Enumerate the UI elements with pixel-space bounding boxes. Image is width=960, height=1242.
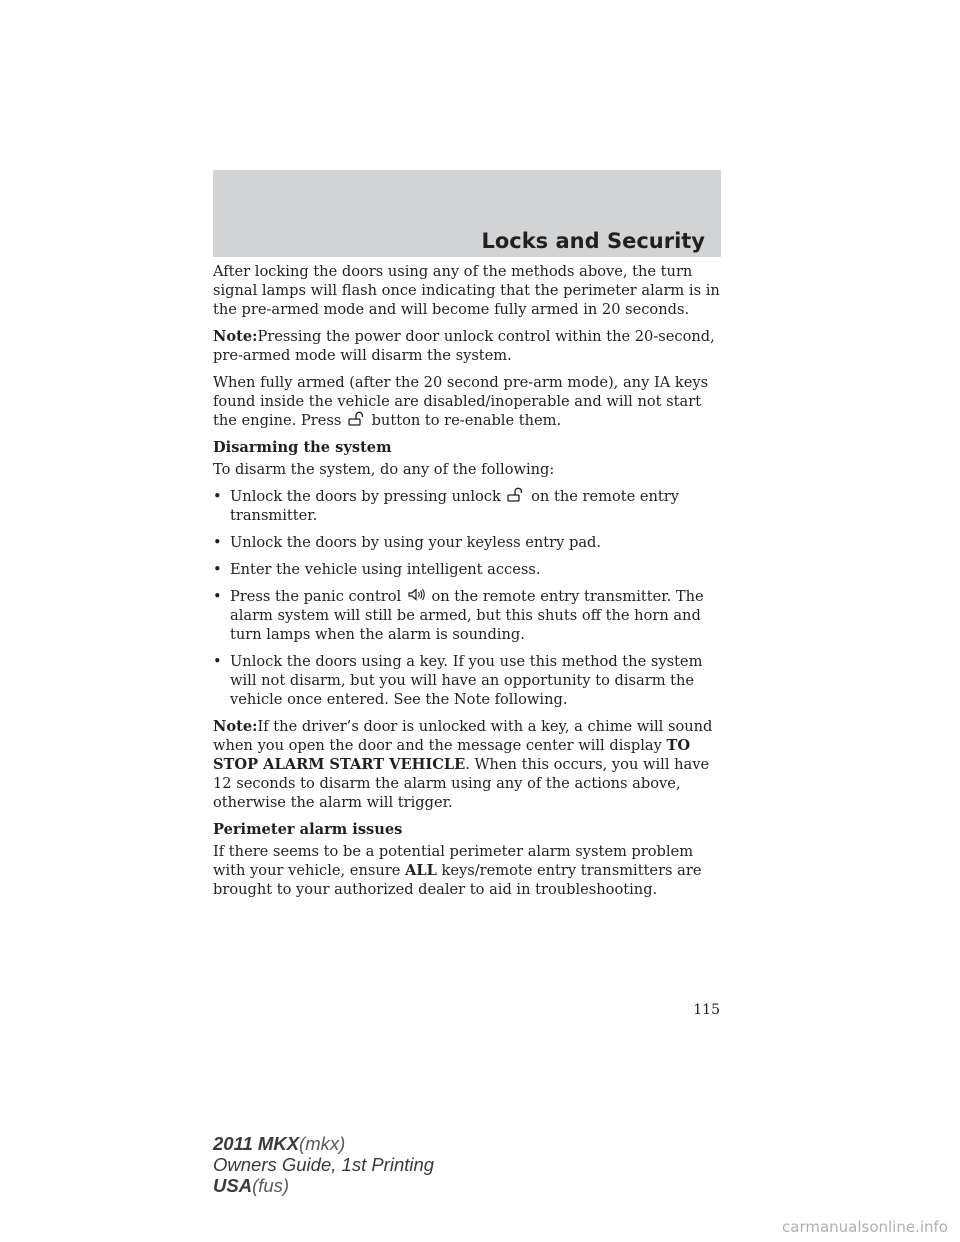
list-item-text: Press the panic control (230, 588, 402, 605)
list-item-text: Unlock the doors using a key. If you use this method the system will not disarm, but you will have an opportunity to disarm the vehicle once entered. See the Note following. (230, 653, 703, 708)
paragraph-disarm-intro: To disarm the system, do any of the following: (213, 461, 555, 478)
heading-perimeter-issues (213, 820, 728, 839)
list-item (213, 533, 728, 552)
bullet: • (213, 653, 222, 670)
footer-line (213, 1175, 434, 1196)
footer-market: USA (213, 1175, 253, 1196)
paragraph-text: button to re-enable them. (371, 412, 562, 429)
footer (213, 1133, 434, 1196)
footer-model: 2011 MKX (213, 1133, 300, 1154)
note-label: Note: (213, 328, 258, 345)
note-label: Note: (213, 718, 258, 735)
message-center-text: TO STOP ALARM START VEHICLE (213, 737, 691, 773)
paragraph-text: When fully armed (after the 20 second pre-arm mode), any IA keys found inside the vehicle are disabled/inoperable and will not start the engine. Press (213, 374, 709, 429)
disarm-options-list (213, 487, 728, 709)
list-item-text: Unlock the doors by pressing unlock (230, 488, 501, 505)
paragraph-issues (213, 842, 728, 899)
emphasis-text: ALL (405, 862, 437, 879)
paragraph-fully-armed (213, 373, 728, 430)
page-content (213, 262, 728, 907)
list-item-text: on the remote entry transmitter. The alarm system will still be armed, but this shuts off the horn and turn lamps when the alarm is sounding. (230, 588, 704, 643)
footer-code: (fus) (252, 1175, 290, 1196)
list-item-text: Enter the vehicle using intelligent access. (230, 561, 541, 578)
bullet: • (213, 534, 222, 551)
list-item (213, 560, 728, 579)
heading-disarming (213, 438, 728, 457)
heading-text: Perimeter alarm issues (213, 821, 403, 838)
heading-text: Disarming the system (213, 439, 392, 456)
list-item-text: on the remote entry transmitter. (230, 488, 679, 524)
bullet: • (213, 561, 222, 578)
note-text: Pressing the power door unlock control within the 20-second, pre-armed mode will disarm the system. (213, 328, 715, 364)
panic-icon (407, 587, 426, 602)
section-header-band (213, 170, 721, 257)
paragraph-pre-armed: After locking the doors using any of the methods above, the turn signal lamps will flash once indicating that the perimeter alarm is in the pre-armed mode and will become fully armed in 20 seconds. (213, 263, 720, 318)
section-title: Locks and Security (481, 229, 705, 253)
list-item (213, 487, 728, 525)
bullet: • (213, 588, 222, 605)
bullet: • (213, 488, 222, 505)
note-text: . When this occurs, you will have 12 seconds to disarm the alarm using any of the actions above, otherwise the alarm will trigger. (213, 756, 710, 811)
note-text: If the driver’s door is unlocked with a key, a chime will sound when you open the door and the message center will display (213, 718, 713, 754)
page-number: 115 (693, 1002, 720, 1018)
unlock-icon (506, 487, 525, 502)
footer-line (213, 1133, 434, 1154)
list-item-text: Unlock the doors by using your keyless entry pad. (230, 534, 602, 551)
list-item (213, 587, 728, 644)
footer-line: Owners Guide, 1st Printing (213, 1154, 435, 1175)
paragraph-text: If there seems to be a potential perimeter alarm system problem with your vehicle, ensure (213, 843, 694, 879)
unlock-icon (347, 411, 366, 426)
paragraph-text: keys/remote entry transmitters are brought to your authorized dealer to aid in troubleshooting. (213, 862, 702, 898)
note-power-door (213, 327, 728, 365)
watermark: carmanualsonline.info (782, 1218, 948, 1236)
footer-code: (mkx) (299, 1133, 346, 1154)
list-item (213, 652, 728, 709)
note-key-unlock (213, 717, 728, 812)
